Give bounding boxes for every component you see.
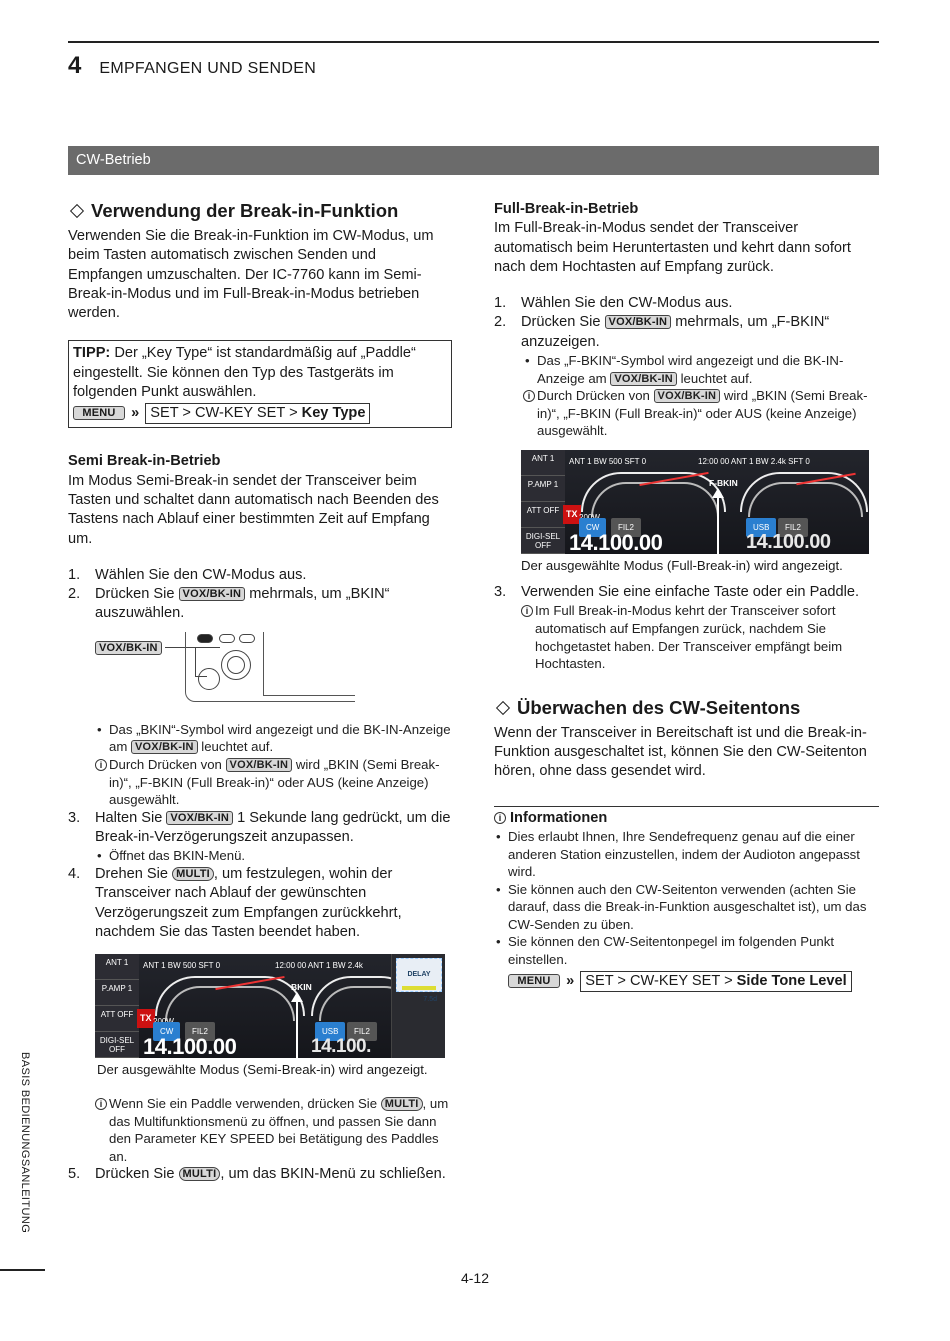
info-icon: i [95, 1098, 107, 1110]
multi-key: MULTI [179, 1167, 221, 1181]
semi-caption: Der ausgewählte Modus (Semi-Break-in) wird angezeigt. [97, 1062, 428, 1078]
delay-value: 7.5d [423, 996, 437, 1004]
full-filter-2: FIL2 [778, 518, 808, 537]
full-fbkin-indicator: F-BKIN [709, 478, 738, 489]
break-in-heading-text: Verwendung der Break-in-Funktion [91, 200, 399, 221]
full-top-right: 12:00 00 ANT 1 BW 2.4k SFT 0 [698, 457, 810, 467]
info-icon: i [494, 812, 506, 824]
vox-button [197, 634, 213, 643]
semi-notes [68, 721, 452, 809]
info-item-1: • Dies erlaubt Ihnen, Ihre Sendefrequenz genau auf die einer anderen Station einzustellen, indem der Audioton angepasst wird. [494, 828, 879, 881]
full-mode-1: CW [579, 518, 606, 537]
vox-bk-in-key: VOX/BK-IN [226, 758, 293, 772]
menu-path: SET > CW-KEY SET > Side Tone Level [580, 971, 851, 992]
tip-label: TIPP: [73, 345, 111, 362]
vox-bk-in-key: VOX/BK-IN [610, 372, 677, 386]
vox-bk-in-key: VOX/BK-IN [605, 315, 672, 329]
info-list [494, 828, 879, 969]
semi-text: Im Modus Semi-Break-in sendet der Transceiver beim Tasten und schaltet dann automatisch nach Beenden des Tastens nach Ablauf einer bestimmten Zeit auf Empfang um. [68, 472, 439, 547]
semi-freq-2: 14.100. [311, 1035, 371, 1057]
side-tone-heading-text: Überwachen des CW-Seitentons [517, 696, 801, 718]
semi-freq-1: 14.100.00 [143, 1033, 237, 1059]
menu-key: MENU [508, 974, 560, 988]
side-tab [19, 1052, 49, 1260]
semi-tx-badge: TX [137, 1009, 155, 1028]
info-item-3: • Sie können den CW-Seitentonpegel im folgenden Punkt einstellen. [494, 933, 879, 968]
vox-bk-in-key: VOX/BK-IN [166, 811, 233, 825]
semi-step-5: 5. Drücken Sie MULTI , um das BKIN-Menü zu schließen. [68, 1166, 446, 1183]
vox-bk-in-key: VOX/BK-IN [179, 587, 246, 601]
full-text: Im Full-Break-in-Modus sendet der Transceiver automatisch beim Heruntertasten und kehrt dann sofort nach dem Hochtasten auf Empfang zurück. [494, 220, 851, 275]
full-side-panel: ANT 1 P.AMP 1 ATT OFF DIGI-SEL OFF [521, 450, 565, 554]
tip-text: Der „Key Type“ ist standardmäßig auf „Paddle“ eingestellt. Sie können den Typ des Tastgeräts im folgenden Punkt auswählen. [73, 345, 416, 401]
full-note-1: • Das „F-BKIN“-Symbol wird angezeigt und die BK-IN-Anzeige am VOX/BK-IN leuchtet auf. [523, 352, 879, 387]
semi-info-1: i Durch Drücken von VOX/BK-IN wird „BKIN (Semi Break-in)“, „F-BKIN (Full Break-in)“ oder AUS (keine Anzeige) ausgewählt. [95, 756, 452, 809]
side-tone-menu-path [508, 971, 879, 992]
semi-heading: Semi Break-in-Betrieb [68, 453, 221, 470]
semi-display-screenshot [95, 954, 445, 1058]
device-vox-label: VOX/BK-IN [95, 641, 162, 655]
info-item-2: • Sie können auch den CW-Seitenton verwenden (achten Sie darauf, dass die Break-in-Funktion ausgeschaltet ist), um das CW-Senden zu üben. [494, 881, 879, 934]
semi-mode-2: USB [315, 1022, 345, 1041]
full-mode-2: USB [746, 518, 776, 537]
semi-side-panel: ANT 1 P.AMP 1 ATT OFF DIGI-SEL OFF [95, 954, 139, 1058]
semi-filter-2: FIL2 [347, 1022, 377, 1041]
info-icon: i [521, 605, 533, 617]
diamond-icon [70, 204, 84, 218]
semi-step-4: 4. Drehen Sie MULTI , um festzulegen, wohin der Transceiver nach Ablauf der gewünschten Verzögerungszeit zum Empfangen zurückkehrt, nachdem Sie das Tasten beendet haben. [68, 865, 402, 940]
device-screen [263, 632, 355, 696]
full-freq-1: 14.100.00 [569, 529, 663, 555]
chapter-number: 4 [68, 52, 82, 79]
full-step-2: 2. Drücken Sie VOX/BK-IN mehrmals, um „F-BKIN“ anzuzeigen. [494, 314, 830, 350]
full-step-3: 3. Verwenden Sie eine einfache Taste oder ein Paddle. [494, 584, 860, 601]
chevron-icon: » [131, 405, 140, 422]
chapter-title: EMPFANGEN UND SENDEN [99, 60, 317, 77]
delay-popup [396, 958, 442, 1004]
page-number: 4-12 [460, 1270, 490, 1286]
semi-steps-end [68, 1165, 452, 1184]
full-steps [494, 294, 879, 352]
chevron-icon: » [566, 972, 575, 989]
vox-bk-in-key: VOX/BK-IN [654, 389, 721, 403]
side-tab-label: BASIS BEDIENUNGSANLEITUNG [19, 1052, 31, 1234]
semi-top-right: 12:00 00 ANT 1 BW 2.4k [275, 961, 363, 971]
info-icon: i [95, 759, 107, 771]
multi-knob [198, 668, 220, 690]
full-info-1: i Durch Drücken von VOX/BK-IN wird „BKIN (Semi Break-in)“, „F-BKIN (Full Break-in)“ oder AUS (keine Anzeige) ausgewählt. [523, 387, 879, 440]
info-heading: i Informationen [494, 809, 879, 828]
tip-box [68, 340, 452, 428]
menu-path [145, 403, 370, 424]
full-caption: Der ausgewählte Modus (Full-Break-in) wird angezeigt. [521, 558, 843, 574]
semi-step-2: 2. Drücken Sie VOX/BK-IN mehrmals, um „BKIN“ auszuwählen. [68, 586, 390, 622]
menu-path-prefix: SET > CW-KEY SET > [150, 405, 302, 422]
menu-key: MENU [73, 406, 125, 420]
full-step-1: 1. Wählen Sie den CW-Modus aus. [494, 295, 733, 312]
full-notes [494, 352, 879, 440]
semi-note-1: • Das „BKIN“-Symbol wird angezeigt und die BK-IN-Anzeige am VOX/BK-IN leuchtet auf. [95, 721, 452, 756]
info-rule [494, 806, 879, 807]
break-in-heading [68, 200, 452, 222]
full-filter-1: FIL2 [611, 518, 641, 537]
full-display-screenshot [521, 450, 869, 554]
delay-label: DELAY [407, 971, 431, 979]
multi-key: MULTI [381, 1097, 423, 1111]
menu-path-item: Key Type [301, 405, 366, 422]
full-info-2: i Im Full Break-in-Modus kehrt der Transceiver sofort automatisch auf Empfangen zurück, nachdem Sie hochgetastet haben. Der Transceiver empfängt beim Hochtasten. [494, 602, 879, 672]
semi-mode-1: CW [153, 1022, 180, 1041]
full-top-left: ANT 1 BW 500 SFT 0 [569, 457, 647, 467]
full-heading: Full-Break-in-Betrieb [494, 201, 639, 217]
semi-filter-1: FIL2 [185, 1022, 215, 1041]
header-rule [68, 41, 879, 43]
semi-steps-cont [68, 809, 452, 942]
section-banner: CW-Betrieb [68, 146, 879, 175]
full-steps-cont [494, 583, 879, 602]
semi-paddle-note: i Wenn Sie ein Paddle verwenden, drücken Sie MULTI , um das Multifunktionsmenü zu öffnen, und passen Sie dann den Parameter KEY SPEED bei Betätigung des Paddles an. [68, 1095, 452, 1165]
device-illustration [95, 632, 355, 712]
semi-bkin-indicator: BKIN [291, 982, 312, 993]
break-in-intro: Verwenden Sie die Break-in-Funktion im CW-Modus, um beim Tasten automatisch zwischen Senden und Empfangen umzuschalten. Der IC-7760 kann im Semi-Break-in-Modus und im Full-Break-in-Modus betrieben werden. [68, 228, 434, 322]
chapter-header [68, 52, 316, 80]
vox-bk-in-key: VOX/BK-IN [131, 740, 198, 754]
side-tone-heading [494, 697, 879, 719]
semi-step-3-note: • Öffnet das BKIN-Menü. [95, 847, 452, 865]
full-tx-badge: TX [563, 505, 581, 524]
full-freq-2: 14.100.00 [746, 530, 831, 553]
right-column [494, 200, 879, 992]
multi-key: MULTI [172, 867, 214, 881]
semi-step-3: 3. Halten Sie VOX/BK-IN 1 Sekunde lang gedrückt, um die Break-in-Verzögerungszeit anzupassen. • Öffnet das BKIN-Menü. [68, 809, 452, 865]
left-column [68, 200, 452, 1185]
info-icon: i [523, 390, 535, 402]
diamond-icon [496, 701, 510, 715]
semi-step-1: 1. Wählen Sie den CW-Modus aus. [68, 566, 307, 583]
semi-top-left: ANT 1 BW 500 SFT 0 [143, 961, 221, 971]
semi-steps [68, 566, 452, 624]
side-tone-text: Wenn der Transceiver in Bereitschaft ist und die Break-in-Funktion ausgeschaltet ist, können Sie den CW-Seitenton hören, ohne dass gesendet wird. [494, 724, 867, 780]
